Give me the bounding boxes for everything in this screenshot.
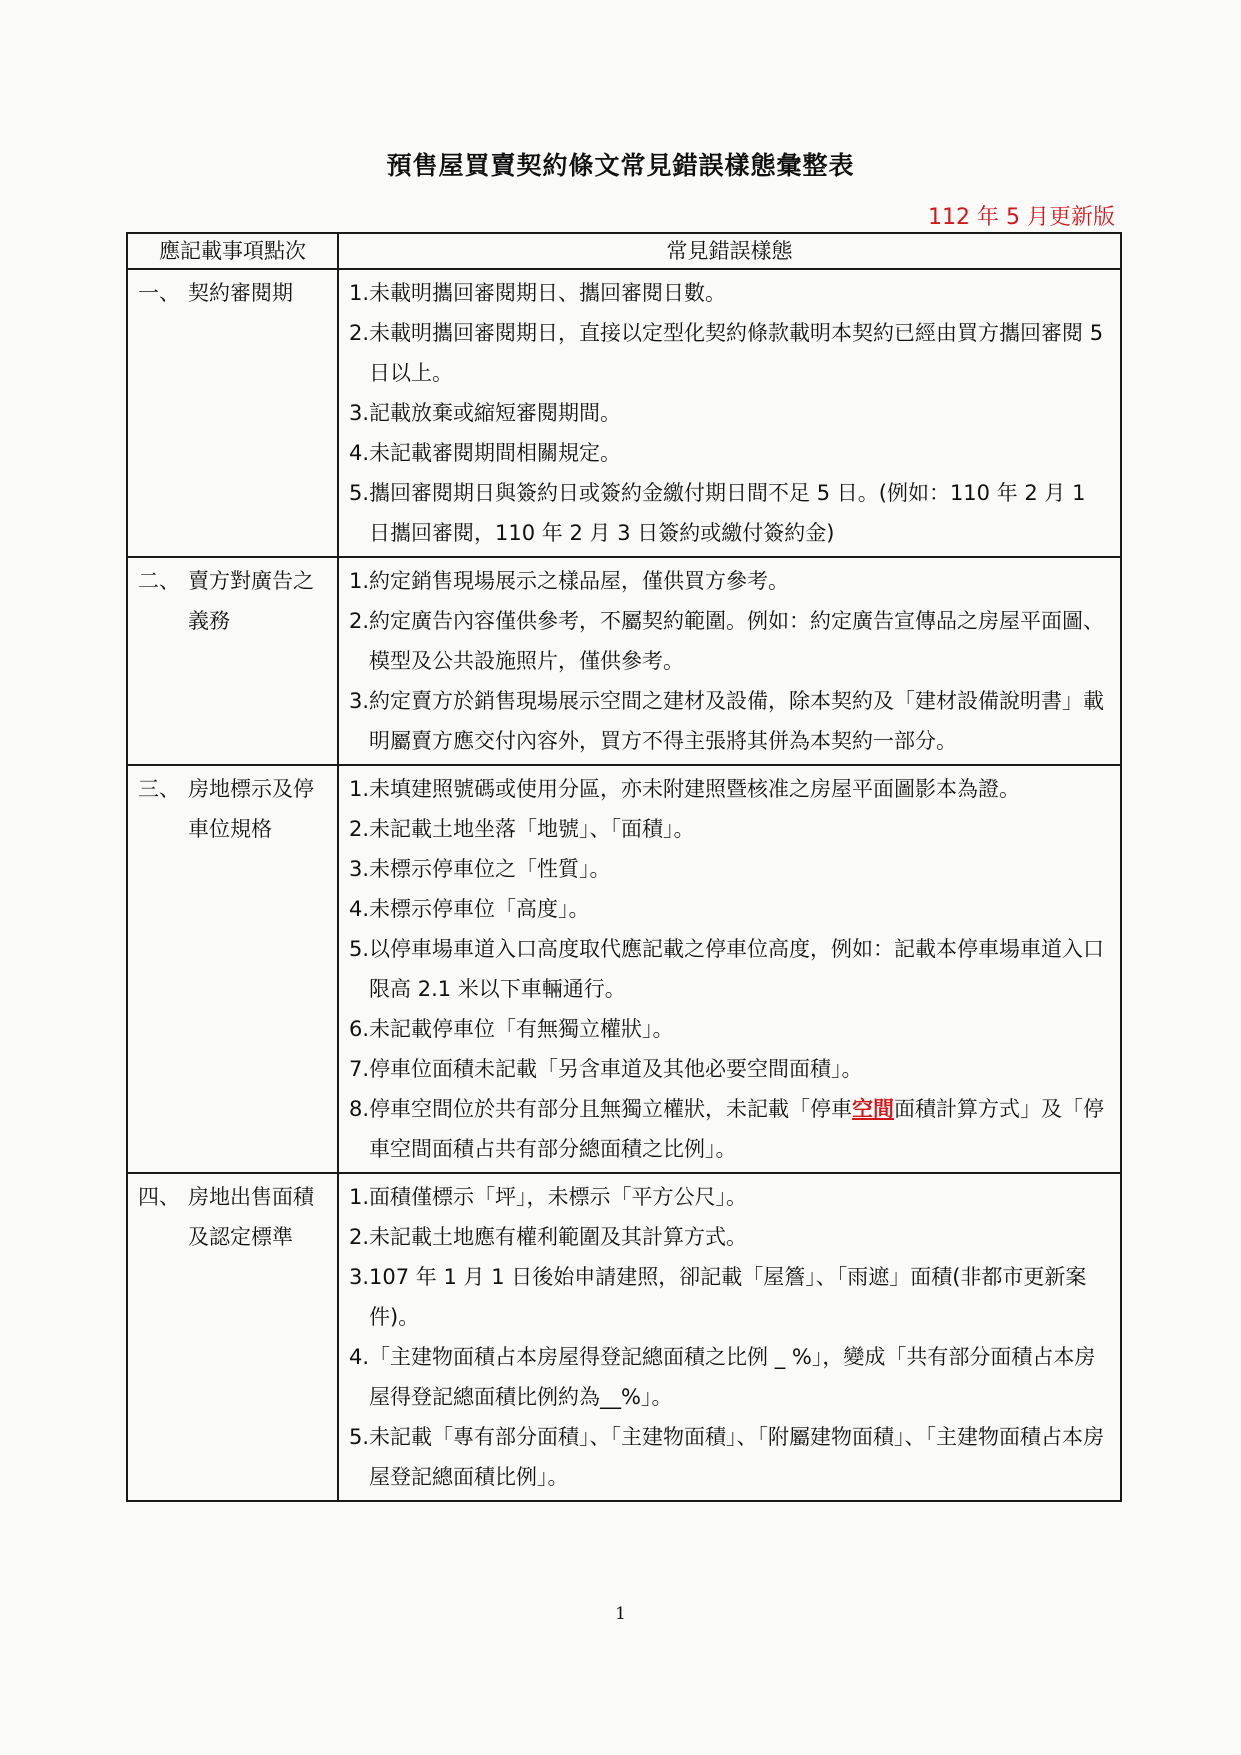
list-item bbox=[349, 1009, 1110, 1049]
item-text bbox=[369, 1089, 1110, 1169]
item-number: 8. bbox=[349, 1097, 370, 1121]
item-number: 2. bbox=[349, 1225, 370, 1249]
items-cell bbox=[338, 1173, 1121, 1501]
section-number: 四、 bbox=[138, 1185, 180, 1209]
list-item bbox=[349, 1417, 1110, 1497]
item-text: 攜回審閱期日與簽約日或簽約金繳付期日間不足 5 日。(例如：110 年 2 月 1 日攜回審閱，110 年 2 月 3 日簽約或繳付簽約金) bbox=[369, 481, 1086, 545]
item-text: 約定銷售現場展示之樣品屋，僅供買方參考。 bbox=[369, 569, 790, 593]
item-number: 2. bbox=[349, 321, 370, 345]
item-number: 3. bbox=[349, 857, 370, 881]
item-number: 3. bbox=[349, 1265, 370, 1289]
item-number: 1. bbox=[349, 281, 370, 305]
item-number: 1. bbox=[349, 569, 370, 593]
header-clause-number: 應記載事項點次 bbox=[127, 233, 338, 269]
item-number: 2. bbox=[349, 817, 370, 841]
item-number: 5. bbox=[349, 481, 370, 505]
list-item bbox=[349, 433, 1110, 473]
list-item bbox=[349, 681, 1110, 761]
item-text: 107 年 1 月 1 日後始申請建照，卻記載「屋簷」、「雨遮」面積(非都市更新案件)。 bbox=[369, 1265, 1087, 1329]
list-item bbox=[349, 929, 1110, 1009]
item-text: 約定賣方於銷售現場展示空間之建材及設備，除本契約及「建材設備說明書」載明屬賣方應交付內容外，買方不得主張將其併為本契約一部分。 bbox=[369, 689, 1105, 753]
item-text: 未標示停車位「高度」。 bbox=[369, 897, 590, 921]
section-cell bbox=[127, 1173, 338, 1501]
section-cell bbox=[127, 765, 338, 1173]
list-item bbox=[349, 769, 1110, 809]
section-cell bbox=[127, 269, 338, 557]
section-title: 契約審閱期 bbox=[188, 281, 293, 305]
list-item bbox=[349, 1217, 1110, 1257]
item-number: 4. bbox=[349, 1345, 370, 1369]
item-number: 3. bbox=[349, 401, 370, 425]
item-text: 記載放棄或縮短審閱期間。 bbox=[369, 401, 622, 425]
list-item bbox=[349, 1089, 1110, 1169]
table-row bbox=[127, 765, 1121, 1173]
list-item bbox=[349, 601, 1110, 681]
item-text-part: 面積計算方式」及「停車空間面積占共有部分總面積之比例」。 bbox=[369, 1097, 1105, 1161]
table-header-row bbox=[127, 233, 1121, 269]
item-text: 以停車場車道入口高度取代應記載之停車位高度，例如：記載本停車場車道入口限高 2.1 米以下車輛通行。 bbox=[369, 937, 1105, 1001]
page-number: 1 bbox=[615, 1604, 626, 1624]
header-common-errors: 常見錯誤樣態 bbox=[338, 233, 1121, 269]
item-text: 「主建物面積占本房屋得登記總面積之比例 _ %」，變成「共有部分面積占本房屋得登記總面積比例約為__%」。 bbox=[369, 1345, 1096, 1409]
list-item bbox=[349, 473, 1110, 553]
section-title: 房地標示及停車位規格 bbox=[188, 777, 314, 841]
table-row bbox=[127, 269, 1121, 557]
table-row bbox=[127, 1173, 1121, 1501]
list-item bbox=[349, 809, 1110, 849]
item-text: 未載明攜回審閱期日、攜回審閱日數。 bbox=[369, 281, 727, 305]
items-cell bbox=[338, 557, 1121, 765]
table-row bbox=[127, 557, 1121, 765]
item-text: 未記載土地應有權利範圍及其計算方式。 bbox=[369, 1225, 748, 1249]
list-item bbox=[349, 1337, 1110, 1417]
section-number: 二、 bbox=[138, 569, 180, 593]
error-patterns-table bbox=[126, 232, 1122, 1502]
item-number: 3. bbox=[349, 689, 370, 713]
item-text: 停車位面積未記載「另含車道及其他必要空間面積」。 bbox=[369, 1057, 863, 1081]
item-number: 7. bbox=[349, 1057, 370, 1081]
item-text: 未記載土地坐落「地號」、「面積」。 bbox=[369, 817, 695, 841]
item-text-part: 停車空間位於共有部分且無獨立權狀，未記載「停車 bbox=[369, 1097, 853, 1121]
list-item bbox=[349, 313, 1110, 393]
section-cell bbox=[127, 557, 338, 765]
list-item bbox=[349, 889, 1110, 929]
list-item bbox=[349, 273, 1110, 313]
section-number: 三、 bbox=[138, 777, 180, 801]
version-label: 112 年 5 月更新版 bbox=[928, 205, 1115, 230]
item-text: 約定廣告內容僅供參考，不屬契約範圍。例如：約定廣告宣傳品之房屋平面圖、模型及公共設施照片，僅供參考。 bbox=[369, 609, 1105, 673]
item-number: 5. bbox=[349, 937, 370, 961]
section-title: 房地出售面積及認定標準 bbox=[188, 1185, 314, 1249]
item-text: 未載明攜回審閱期日，直接以定型化契約條款載明本契約已經由買方攜回審閱 5 日以上。 bbox=[369, 321, 1104, 385]
list-item bbox=[349, 393, 1110, 433]
section-number: 一、 bbox=[138, 281, 180, 305]
item-number: 5. bbox=[349, 1425, 370, 1449]
item-text: 未填建照號碼或使用分區，亦未附建照暨核准之房屋平面圖影本為證。 bbox=[369, 777, 1021, 801]
item-text: 未標示停車位之「性質」。 bbox=[369, 857, 611, 881]
highlighted-correction: 空間 bbox=[852, 1097, 895, 1121]
item-number: 2. bbox=[349, 609, 370, 633]
item-text: 面積僅標示「坪」，未標示「平方公尺」。 bbox=[369, 1185, 748, 1209]
item-text: 未記載「專有部分面積」、「主建物面積」、「附屬建物面積」、「主建物面積占本房屋登記總面積比例」。 bbox=[369, 1425, 1105, 1489]
list-item bbox=[349, 1177, 1110, 1217]
section-title: 賣方對廣告之義務 bbox=[188, 569, 314, 633]
list-item bbox=[349, 1257, 1110, 1337]
item-number: 4. bbox=[349, 897, 370, 921]
list-item bbox=[349, 561, 1110, 601]
item-number: 4. bbox=[349, 441, 370, 465]
item-number: 1. bbox=[349, 1185, 370, 1209]
item-number: 1. bbox=[349, 777, 370, 801]
document-title: 預售屋買賣契約條文常見錯誤樣態彙整表 bbox=[386, 151, 855, 180]
items-cell bbox=[338, 765, 1121, 1173]
items-cell bbox=[338, 269, 1121, 557]
item-text: 未記載審閱期間相關規定。 bbox=[369, 441, 622, 465]
list-item bbox=[349, 849, 1110, 889]
item-number: 6. bbox=[349, 1017, 370, 1041]
list-item bbox=[349, 1049, 1110, 1089]
item-text: 未記載停車位「有無獨立權狀」。 bbox=[369, 1017, 674, 1041]
